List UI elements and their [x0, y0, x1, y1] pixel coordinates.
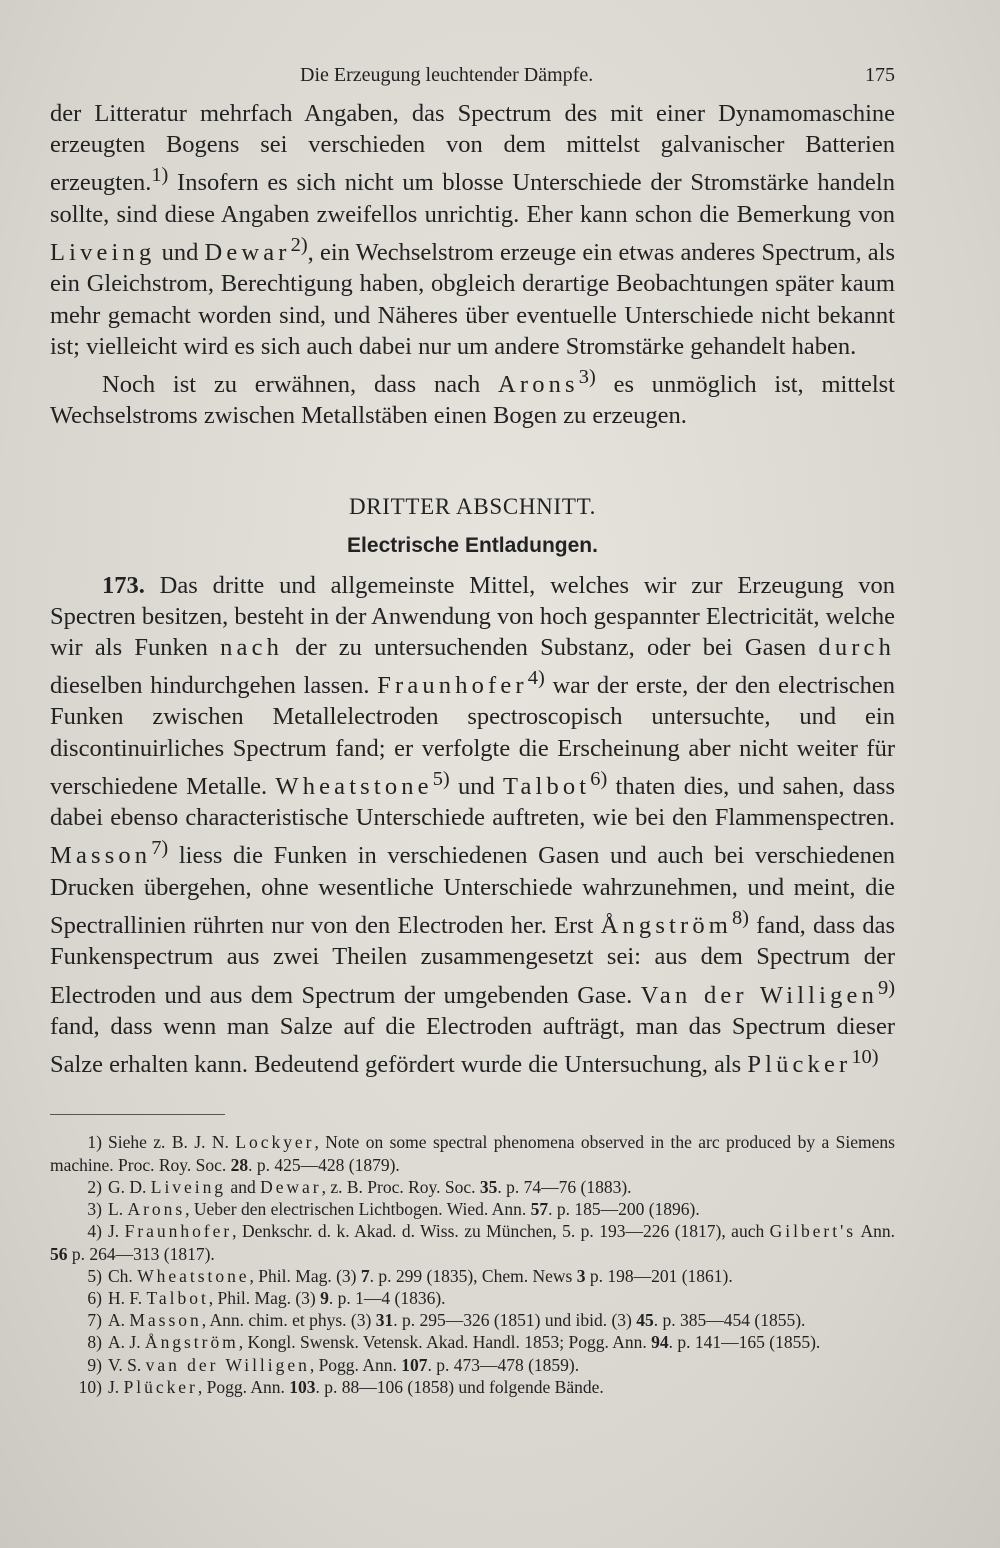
page-number: 175: [865, 64, 895, 86]
volume-number: 7: [360, 1265, 370, 1286]
text-run: , Pogg. Ann.: [309, 1354, 402, 1375]
footnote-divider: [50, 1114, 225, 1115]
text-run: der zu untersuchenden Substanz, oder bei Gasen: [283, 633, 819, 661]
text-run: , Note on some spectral phenomena observed in the arc produced by a Siemens machine. Proc. Roy. Soc.: [50, 1132, 895, 1175]
volume-number: 107: [401, 1354, 428, 1375]
footnote-number: 3): [87, 1199, 102, 1220]
text-run: thaten dies, und sahen, dass dabei ebenso characteristische Unterschiede auftreten, wie bei den Flammenspectren.: [50, 773, 896, 832]
text-run: V. S.: [108, 1354, 146, 1375]
author-name: Dewar: [260, 1176, 322, 1197]
text-run: Noch ist zu erwähnen, dass nach: [102, 371, 499, 399]
author-name: Talbot: [146, 1287, 209, 1308]
volume-number: 103: [289, 1376, 316, 1397]
volume-number: 57: [530, 1199, 549, 1220]
text-run: , Kongl. Swensk. Vetensk. Akad. Handl. 1853; Pogg. Ann.: [238, 1332, 652, 1353]
footnote-7: [50, 1309, 895, 1331]
author-name: van der Willigen: [145, 1354, 310, 1375]
emphasis: nach: [220, 633, 284, 661]
text-run: G. D.: [108, 1176, 151, 1197]
text-run: . p. 385—454 (1855).: [653, 1310, 806, 1331]
text-run: , ein Wechselstrom erzeuge ein etwas anderes Spectrum, als ein Gleichstrom, Berechtigung haben, obgleich derartige Beobachtungen später kaum mehr gemacht worden sind, und Näheres über eventuelle Unterschiede nicht bekannt ist; vielleicht wird es sich auch dabei nur um andere Stromstärke gehandelt haben.: [50, 239, 895, 360]
text-run: Das dritte und allgemeinste Mittel, welches wir zur Erzeugung von Spectren besitzen, besteht in der Anwendung von hoch gespannter Electricität, welche wir als Funken: [50, 571, 895, 661]
author-name: Ångström: [600, 912, 732, 940]
text-run: Ann.: [855, 1221, 895, 1242]
text-run: liess die Funken in verschiedenen Gasen und auch bei verschiedenen Drucken übergehen, ohne wesentliche Unterschiede wahrzunehmen, und meint, die Spectrallinien rührten nur von den Electroden her. Erst: [50, 842, 895, 940]
section-heading: DRITTER ABSCHNITT.: [348, 493, 597, 519]
text-run: and: [226, 1176, 261, 1197]
text-run: A. J.: [108, 1332, 145, 1353]
footnote-number: 8): [87, 1332, 102, 1353]
volume-number: 94: [651, 1332, 669, 1353]
text-run: J.: [108, 1221, 125, 1242]
text-run: p. 264—313 (1817).: [67, 1243, 215, 1264]
paragraph-arc-spectrum: [50, 98, 895, 362]
footnote-ref-3: 3): [578, 365, 596, 388]
author-name: Dewar: [204, 239, 291, 267]
author-name: Wheatstone: [137, 1265, 250, 1286]
emphasis: durch: [818, 633, 896, 661]
author-name: Masson: [50, 842, 152, 870]
text-run: L.: [108, 1199, 128, 1220]
text-run: , Denkschr. d. k. Akad. d. Wiss. zu München, 5. p. 193—226 (1817), auch: [232, 1221, 770, 1242]
text-run: A.: [108, 1310, 130, 1331]
footnote-2: [50, 1176, 895, 1198]
volume-number: 3: [576, 1265, 586, 1286]
footnote-4: [50, 1220, 895, 1264]
author-name: Arons: [498, 371, 579, 399]
author-name: Liveing: [50, 239, 156, 267]
footnote-ref-5: 5): [432, 767, 450, 790]
footnote-ref-1: 1): [151, 164, 169, 187]
volume-number: 9: [320, 1287, 329, 1308]
author-name: Talbot: [503, 773, 591, 801]
footnote-number: 2): [87, 1176, 102, 1197]
footnote-6: [50, 1287, 895, 1309]
page-header: [50, 58, 895, 98]
footnote-number: 10): [78, 1376, 102, 1397]
page-content: [50, 58, 895, 1398]
text-run: H. F.: [108, 1287, 147, 1308]
footnote-9: [50, 1354, 895, 1376]
text-run: , Phil. Mag. (3): [249, 1265, 361, 1286]
text-run: fand, dass das Funkenspectrum aus zwei Theilen zusammengesetzt sei: aus dem Spectrum der Electroden und aus dem Spectrum der umgebenden Gase.: [50, 912, 896, 1009]
text-run: , z. B. Proc. Roy. Soc.: [321, 1176, 480, 1197]
author-name: Arons: [127, 1199, 186, 1220]
text-run: , Phil. Mag. (3): [208, 1287, 321, 1308]
text-run: fand, dass wenn man Salze auf die Electroden aufträgt, man das Spectrum dieser Salze erhalten kann. Bedeutend gefördert wurde die Untersuchung, als: [50, 1012, 895, 1079]
footnote-ref-9: 9): [878, 976, 895, 999]
volume-number: 45: [636, 1310, 654, 1331]
paragraph-number: 173.: [102, 571, 145, 599]
volume-number: 35: [479, 1176, 498, 1197]
author-name: Fraunhofer: [377, 672, 528, 700]
footnote-number: 6): [87, 1287, 102, 1308]
text-run: . p. 74—76 (1883).: [497, 1176, 632, 1197]
text-run: und: [449, 773, 504, 801]
text-run: Ch.: [108, 1265, 138, 1286]
author-name: Fraunhofer: [124, 1221, 233, 1242]
footnote-ref-6: 6): [590, 767, 608, 790]
volume-number: 28: [230, 1154, 249, 1175]
running-title: Die Erzeugung leuchtender Dämpfe.: [300, 64, 594, 86]
text-run: . p. 473—478 (1859).: [427, 1354, 580, 1375]
author-name: Wheatstone: [275, 773, 433, 801]
author-name: Liveing: [150, 1176, 227, 1197]
text-run: J.: [108, 1376, 124, 1397]
text-run: Insofern es sich nicht um blosse Unterschiede der Stromstärke handeln sollte, sind diese Angaben zweifellos unrichtig. Eher kann schon die Bemerkung von: [50, 169, 895, 228]
footnote-5: [50, 1265, 895, 1287]
footnote-1: [50, 1131, 895, 1175]
text-run: dieselben hindurchgehen lassen.: [50, 672, 378, 700]
author-name: Ångström: [144, 1332, 239, 1353]
author-name: Gilbert's: [769, 1221, 856, 1242]
footnote-ref-2: 2): [290, 233, 308, 256]
paragraph-alternating-current: [50, 362, 895, 432]
text-run: und: [155, 239, 205, 267]
author-name: Plücker: [747, 1051, 852, 1079]
author-name: Plücker: [123, 1376, 198, 1397]
text-run: . p. 1—4 (1836).: [328, 1287, 446, 1308]
footnote-number: 7): [87, 1310, 102, 1331]
text-run: . p. 185—200 (1896).: [548, 1199, 700, 1220]
section-subheading: Electrische Entladungen.: [347, 533, 598, 557]
text-run: . p. 141—165 (1855).: [668, 1332, 821, 1353]
author-name: Lockyer: [235, 1132, 315, 1153]
text-run: . p. 88—106 (1858) und folgende Bände.: [315, 1376, 604, 1397]
author-name: Van der Willigen: [640, 981, 878, 1009]
text-run: Siehe z. B. J. N.: [108, 1132, 236, 1153]
text-run: es unmöglich ist, mittelst Wechselstroms zwischen Metallstäben einen Bogen zu erzeugen.: [50, 371, 895, 430]
text-run: , Pogg. Ann.: [197, 1376, 290, 1397]
footnote-ref-7: 7): [151, 837, 169, 860]
footnote-10: [50, 1376, 895, 1398]
text-run: . p. 299 (1835), Chem. News: [369, 1265, 577, 1286]
footnotes: [50, 1131, 895, 1397]
volume-number: 31: [375, 1310, 394, 1331]
text-run: der Litteratur mehrfach Angaben, das Spectrum des mit einer Dynamomaschine erzeugten Bogens sei verschieden von dem mittelst galvanischer Batterien erzeugten.: [50, 100, 895, 197]
footnote-8: [50, 1331, 895, 1353]
text-run: . p. 295—326 (1851) und ibid. (3): [393, 1310, 637, 1331]
footnote-number: 4): [87, 1221, 102, 1242]
footnote-ref-10: 10): [851, 1046, 879, 1069]
footnote-number: 9): [87, 1354, 102, 1375]
author-name: Masson: [129, 1310, 202, 1331]
text-run: , Ann. chim. et phys. (3): [201, 1310, 376, 1331]
text-run: , Ueber den electrischen Lichtbogen. Wied. Ann.: [185, 1199, 531, 1220]
footnote-number: 1): [87, 1132, 102, 1153]
text-run: . p. 425—428 (1879).: [248, 1154, 400, 1175]
footnote-number: 5): [87, 1265, 102, 1286]
footnote-3: [50, 1198, 895, 1220]
paragraph-173: [50, 570, 895, 1081]
footnote-ref-8: 8): [731, 907, 749, 929]
footnote-ref-4: 4): [527, 667, 545, 690]
volume-number: 56: [50, 1243, 68, 1264]
text-run: p. 198—201 (1861).: [585, 1265, 733, 1286]
text-run: war der erste, der den electrischen Funken zwischen Metallelectroden spectroscopisch untersuchte, und ein discontinuirliches Spectrum fand; er verfolgte die Erscheinung aber nicht weiter für verschiedene Metalle.: [50, 672, 896, 801]
